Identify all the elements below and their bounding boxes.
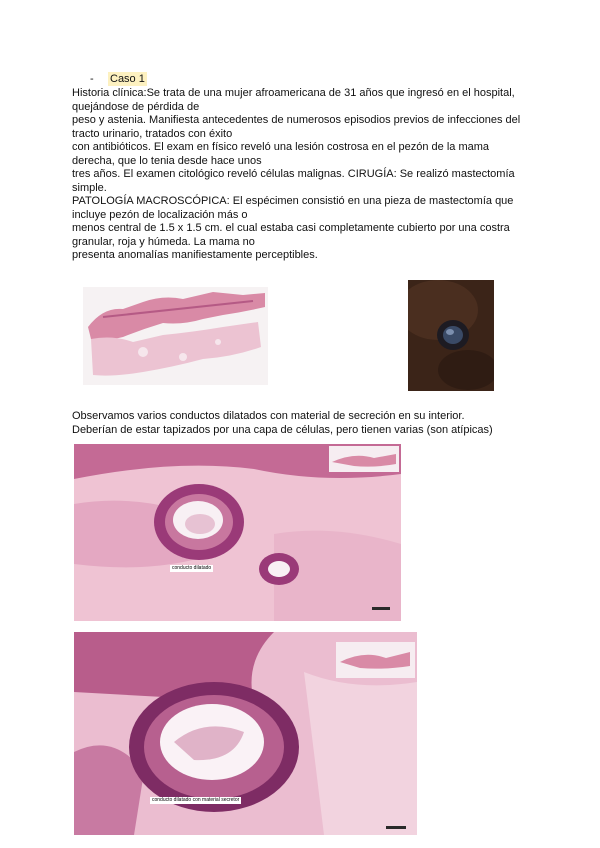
history-line: Historia clínica:Se trata de una mujer afroamericana de 31 años que ingresó en el hospital, (72, 87, 515, 99)
history-line: simple. (72, 181, 107, 194)
history-line: granular, roja y húmeda. La mama no (72, 235, 255, 248)
micrograph-secretory-duct (74, 632, 417, 835)
micrograph-dilated-ducts (74, 444, 401, 621)
micrograph-label: conducto dilatado (172, 565, 212, 571)
nipple-lesion-photo (408, 280, 494, 391)
history-line: menos central de 1.5 x 1.5 cm. el cual estaba casi completamente cubierto por una costra (72, 222, 510, 234)
case-title: Caso 1 (110, 73, 145, 85)
history-line: PATOLOGÍA MACROSCÓPICA: El espécimen consistió en una pieza de mastectomía que (72, 195, 514, 207)
case-heading (90, 72, 147, 86)
history-line: presenta anomalías manifiestamente perceptibles. (72, 249, 318, 261)
history-line: tres años. El examen citológico reveló células malignas. CIRUGÍA: Se realizó mastectomía (72, 168, 515, 180)
history-line: con antibióticos. El exam en físico reveló una lesión costrosa en el pezón de la mama (72, 141, 490, 153)
observation-text (72, 410, 542, 437)
specimen-slide-image (83, 287, 268, 385)
clinical-history (72, 87, 542, 263)
history-line: tracto urinario, tratados con éxito (72, 127, 233, 140)
history-line: derecha, que lo tenia desde hace unos (72, 154, 262, 167)
history-line: peso y astenia. Manifiesta antecedentes de numerosos episodios previos de infecciones del (72, 114, 521, 126)
history-line: quejándose de pérdida de (72, 100, 200, 113)
history-line: incluye pezón de localización más o (72, 208, 248, 221)
micrograph-label: conducto dilatado con material secretor (152, 797, 240, 803)
bullet-marker: - (90, 73, 94, 85)
observation-line: Deberían de estar tapizados por una capa de células, pero tienen varias (son atípicas) (72, 423, 493, 436)
observation-line: Observamos varios conductos dilatados con material de secreción en su interior. (72, 410, 465, 422)
